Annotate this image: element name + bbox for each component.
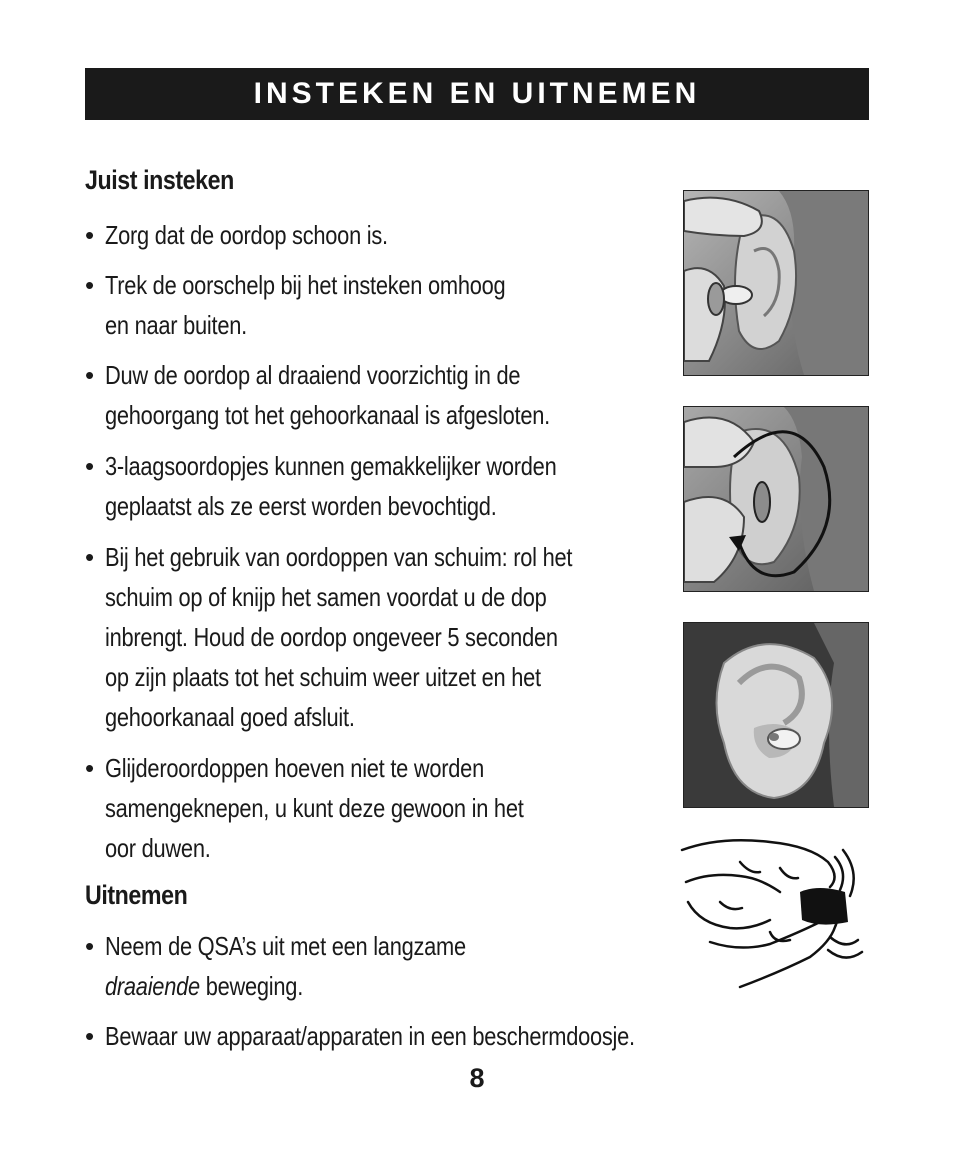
bullet-text: 3-laagsoordopjes kunnen gemakkelijker worden geplaatst als ze eerst worden bevochtigd. [105, 451, 557, 521]
bullet-text: Zorg dat de oordop schoon is. [105, 220, 388, 250]
list-item [85, 355, 785, 435]
bullet-dot: • [85, 542, 94, 572]
list-item [85, 537, 785, 737]
bullet-text: Duw de oordop al draaiend voorzichtig in de gehoorgang tot het gehoorkanaal is afgesloten. [105, 360, 550, 430]
bullet-dot: • [85, 451, 94, 481]
bullet-dot: • [85, 270, 94, 300]
bullet-text: Glijderoordoppen hoeven niet te worden samengeknepen, u kunt deze gewoon in het oor duwen. [105, 753, 524, 863]
drawing-compress-foam [680, 832, 872, 992]
page-number: 8 [469, 1063, 485, 1093]
list-item [85, 446, 785, 526]
bullet-text-italic: draaiende [105, 971, 200, 1001]
bullet-text: Trek de oorschelp bij het insteken omhoog en naar buiten. [105, 270, 506, 340]
bullet-dot: • [85, 220, 94, 250]
bullet-text [105, 926, 676, 1006]
list-item [85, 215, 785, 255]
list-item [85, 265, 785, 345]
bullet-text-line: Neem de QSA’s uit met een langzame [105, 931, 466, 961]
section-header-bar [85, 68, 869, 120]
bullet-text: Bewaar uw apparaat/apparaten in een beschermdoosje. [105, 1021, 635, 1051]
photo-insert-earplug [683, 190, 869, 376]
section-title: INSTEKEN EN UITNEMEN [253, 77, 701, 110]
heading-remove: Uitnemen [85, 880, 188, 910]
heading-insert: Juist insteken [85, 165, 234, 195]
bullet-text-rest: beweging. [199, 971, 304, 1001]
photo-twist-earplug [683, 406, 869, 592]
list-item [85, 1016, 805, 1056]
bullet-dot: • [85, 753, 94, 783]
bullet-text: Bij het gebruik van oordoppen van schuim: rol het schuim op of knijp het samen voordat u de dop inbrengt. Houd de oordop ongeveer 5 seconden op zijn plaats tot het schuim weer uitzet en het gehoorkanaal goed afsluit. [105, 542, 573, 732]
bullet-dot: • [85, 360, 94, 390]
photo-earplug-in-ear [683, 622, 869, 808]
bullet-dot: • [85, 931, 94, 961]
bullet-dot: • [85, 1021, 94, 1051]
